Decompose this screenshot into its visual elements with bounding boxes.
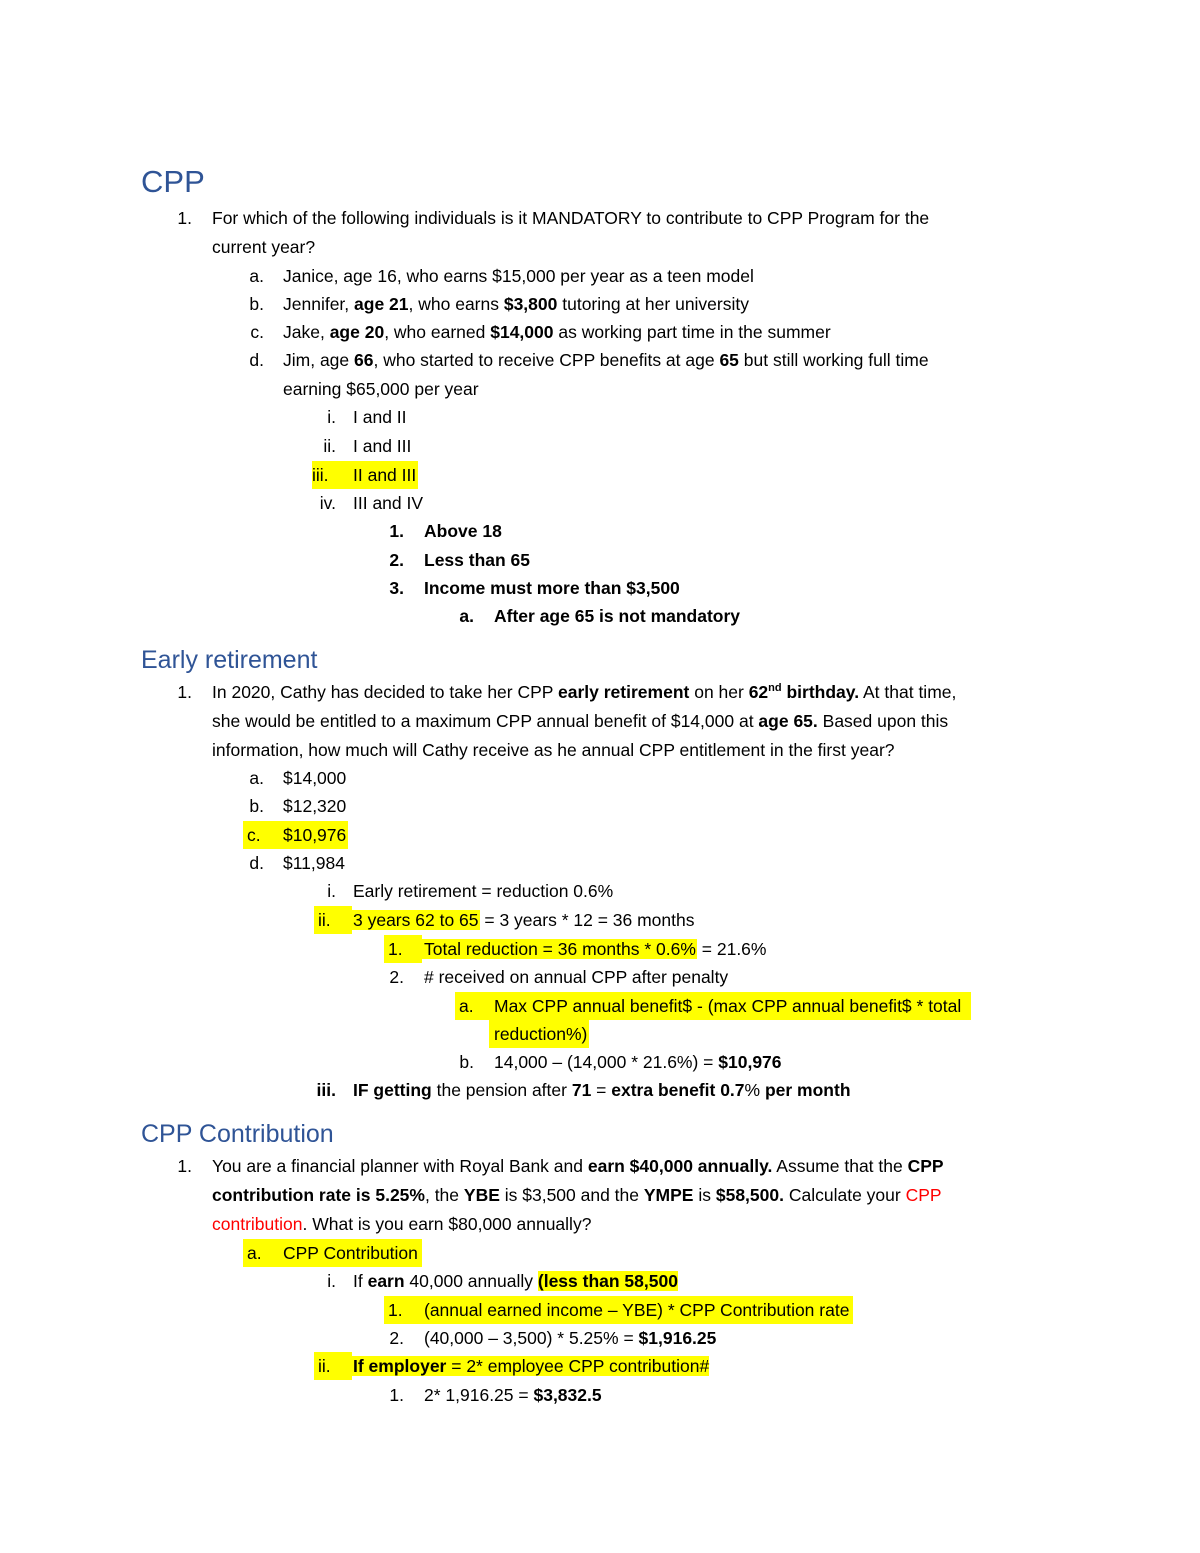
rule-item: Less than 65 bbox=[424, 550, 531, 570]
list-marker: d. bbox=[249, 350, 264, 370]
question-text: In 2020, Cathy has decided to take her CPP early retirement on her 62nd birthday. At that time, bbox=[212, 682, 957, 702]
heading-cpp-contribution: CPP Contribution bbox=[141, 1120, 334, 1148]
rule-item: Above 18 bbox=[424, 521, 502, 541]
option-a: $14,000 bbox=[283, 768, 347, 788]
note-item: (40,000 – 3,500) * 5.25% = $1,916.25 bbox=[424, 1328, 717, 1348]
note-item: Early retirement = reduction 0.6% bbox=[353, 881, 614, 901]
list-marker: ii. bbox=[314, 906, 352, 934]
roman-option-answer: II and III bbox=[348, 461, 418, 489]
list-marker: c. bbox=[250, 322, 264, 342]
list-marker: i. bbox=[327, 1271, 336, 1291]
list-marker: b. bbox=[249, 294, 264, 314]
list-marker: i. bbox=[327, 881, 336, 901]
list-marker: a. bbox=[249, 768, 264, 788]
option-b: $12,320 bbox=[283, 796, 347, 816]
roman-option: III and IV bbox=[353, 493, 424, 513]
option-d: $11,984 bbox=[283, 853, 345, 873]
question-text: For which of the following individuals is it MANDATORY to contribute to CPP Program for the bbox=[212, 208, 930, 228]
question-text: contribution rate is 5.25%, the YBE is $3,500 and the YMPE is $58,500. Calculate your CPP bbox=[212, 1185, 942, 1205]
rule-item: Income must more than $3,500 bbox=[424, 578, 680, 598]
note-item: 3 years 62 to 65 = 3 years * 12 = 36 months bbox=[348, 906, 695, 934]
list-marker: 3. bbox=[389, 578, 404, 598]
list-marker: c. bbox=[243, 821, 281, 849]
question-text: information, how much will Cathy receive as he annual CPP entitlement in the first year? bbox=[212, 740, 895, 760]
list-marker: 1. bbox=[384, 1296, 422, 1324]
list-marker: a. bbox=[459, 606, 474, 626]
list-marker: 1. bbox=[384, 935, 422, 963]
note-item: 14,000 – (14,000 * 21.6%) = $10,976 bbox=[494, 1052, 782, 1072]
list-marker: 2. bbox=[389, 550, 404, 570]
question-text: contribution. What is you earn $80,000 annually? bbox=[212, 1214, 592, 1234]
list-marker: 1. bbox=[177, 682, 192, 702]
question-text: You are a financial planner with Royal Bank and earn $40,000 annually. Assume that the CPP bbox=[212, 1156, 944, 1176]
option-a: Janice, age 16, who earns $15,000 per year as a teen model bbox=[283, 266, 754, 286]
option-d: Jim, age 66, who started to receive CPP benefits at age 65 but still working full time bbox=[283, 350, 929, 370]
note-item: If employer = 2* employee CPP contribution# bbox=[348, 1352, 709, 1380]
roman-option: I and III bbox=[353, 436, 412, 456]
note-item: (annual earned income – YBE) * CPP Contribution rate bbox=[418, 1296, 853, 1324]
option-c-answer: $10,976 bbox=[277, 821, 348, 849]
note-item-cont: reduction%) bbox=[489, 1020, 589, 1048]
note-item: Max CPP annual benefit$ - (max CPP annual benefit$ * total bbox=[489, 992, 971, 1020]
list-marker: 1. bbox=[177, 208, 192, 228]
note-item: IF getting the pension after 71 = extra benefit 0.7% per month bbox=[353, 1080, 851, 1100]
note-item: # received on annual CPP after penalty bbox=[424, 967, 729, 987]
list-marker: iv. bbox=[319, 493, 336, 513]
rule-note: After age 65 is not mandatory bbox=[494, 606, 741, 626]
question-text: she would be entitled to a maximum CPP annual benefit of $14,000 at age 65. Based upon this bbox=[212, 711, 949, 731]
list-marker: 1. bbox=[177, 1156, 192, 1176]
option-b: Jennifer, age 21, who earns $3,800 tutoring at her university bbox=[283, 294, 749, 314]
list-marker: iii. bbox=[316, 1080, 336, 1100]
note-item: 2* 1,916.25 = $3,832.5 bbox=[424, 1385, 602, 1405]
list-marker: iii. bbox=[312, 461, 348, 489]
list-marker: d. bbox=[249, 853, 264, 873]
note-item: If earn 40,000 annually (less than 58,500 bbox=[353, 1271, 678, 1291]
option-c: Jake, age 20, who earned $14,000 as working part time in the summer bbox=[283, 322, 831, 342]
list-marker: 2. bbox=[389, 967, 404, 987]
list-marker: b. bbox=[249, 796, 264, 816]
list-marker: a. bbox=[455, 992, 493, 1020]
question-text: current year? bbox=[212, 237, 316, 257]
list-marker: ii. bbox=[323, 436, 336, 456]
list-marker: a. bbox=[243, 1239, 281, 1267]
heading-cpp: CPP bbox=[141, 164, 205, 199]
list-marker: ii. bbox=[314, 1352, 352, 1380]
list-marker: 1. bbox=[389, 1385, 404, 1405]
option-d-cont: earning $65,000 per year bbox=[283, 379, 479, 399]
list-marker: 1. bbox=[389, 521, 404, 541]
list-marker: i. bbox=[327, 407, 336, 427]
heading-early-retirement: Early retirement bbox=[141, 646, 318, 674]
note-item: Total reduction = 36 months * 0.6% = 21.6% bbox=[418, 935, 766, 963]
list-marker: a. bbox=[249, 266, 264, 286]
roman-option: I and II bbox=[353, 407, 407, 427]
sub-heading: CPP Contribution bbox=[277, 1239, 422, 1267]
list-marker: b. bbox=[459, 1052, 474, 1072]
list-marker: 2. bbox=[389, 1328, 404, 1348]
